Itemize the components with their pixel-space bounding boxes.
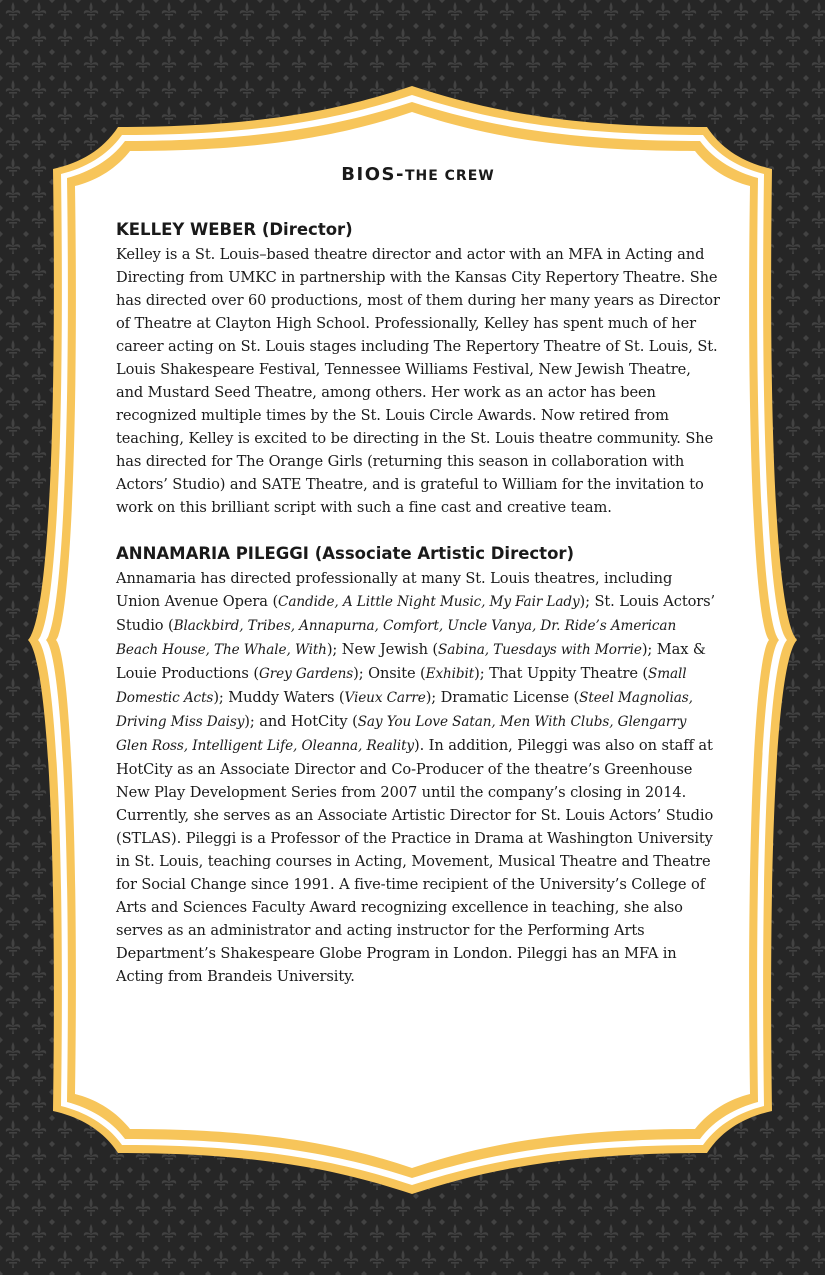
bio-text-segment: ); That Uppity Theatre ( <box>474 665 649 682</box>
bio-text-segment: ); and HotCity ( <box>244 713 358 730</box>
bio-text-title-list: Say You Love Satan, Men With Clubs, Glengarry Glen Ross, Intelligent Life, Oleanna, Reality <box>116 714 687 754</box>
page-title <box>116 164 720 185</box>
bio-text-title-list: Steel Magnolias, Driving Miss Daisy <box>116 690 693 730</box>
bio-text-title-list: Small Domestic Acts <box>116 666 687 706</box>
content-panel <box>116 164 720 1012</box>
bio-annamaria-pileggi <box>116 543 720 988</box>
bio-text-segment: ); St. Louis Actors’ Studio ( <box>116 593 716 634</box>
bio-text <box>116 567 720 988</box>
bio-text-segment: Annamaria has directed professionally at many St. Louis theatres, including Union Avenue Opera ( <box>116 570 673 610</box>
bio-text-title-list: Vieux Carre <box>344 690 426 706</box>
bio-text-segment: Kelley is a St. Louis–based theatre director and actor with an MFA in Acting and Directing from UMKC in partnership with the Kansas City Repertory Theatre. She has directed over 60 productions, most of them during her many years as Director of Theatre at Clayton High School. Professionally, Kelley has spent much of her career acting on St. Louis stages including The Repertory Theatre of St. Louis, St. Louis Shakespeare Festival, Tennessee Williams Festival, New Jewish Theatre, and Mustard Seed Theatre, among others. Her work as an actor has been recognized multiple times by the St. Louis Circle Awards. Now retired from teaching, Kelley is excited to be directing in the St. Louis theatre community. She has directed for The Orange Girls (returning this season in collaboration with Actors’ Studio) and SATE Theatre, and is grateful to William for the invitation to work on this brilliant script with such a fine cast and creative team. <box>116 246 720 516</box>
bio-text-segment: ); Max & Louie Productions ( <box>116 641 706 682</box>
bio-text-title-list: Candide, A Little Night Music, My Fair Lady <box>278 594 580 610</box>
bio-name: ANNAMARIA PILEGGI (Associate Artistic Director) <box>116 544 575 563</box>
bio-text-segment: ). In addition, Pileggi was also on staff at HotCity as an Associate Director and Co-Producer of the theatre’s Greenhouse New Play Development Series from 2007 until the company’s closing in 2014. Currently, she serves as an Associate Artistic Director for St. Louis Actors’ Studio (STLAS). Pileggi is a Professor of the Practice in Drama at Washington University in St. Louis, teaching courses in Acting, Movement, Musical Theatre and Theatre for Social Change since 1991. A five-time recipient of the University’s College of Arts and Sciences Faculty Award recognizing excellence in teaching, she also serves as an administrator and acting instructor for the Performing Arts Department’s Shakespeare Globe Program in London. Pileggi has an MFA in Acting from Brandeis University. <box>116 737 714 985</box>
bio-text-segment: ); Dramatic License ( <box>425 689 580 706</box>
page-title-sub: THE CREW <box>404 168 495 184</box>
bio-text-title-list: Exhibit <box>425 666 475 682</box>
bio-text-title-list: Blackbird, Tribes, Annapurna, Comfort, Uncle Vanya, Dr. Ride’s American Beach House, The Whale, With <box>116 618 677 658</box>
bio-text-segment: ); New Jewish ( <box>326 641 438 658</box>
bio-kelley-weber <box>116 219 720 519</box>
bio-text <box>116 243 720 519</box>
bio-text-title-list: Grey Gardens <box>258 666 354 682</box>
page-title-main: BIOS- <box>341 164 405 185</box>
bio-name: KELLEY WEBER (Director) <box>116 220 353 239</box>
bio-text-title-list: Sabina, Tuesdays with Morrie <box>438 642 642 658</box>
bio-text-segment: ); Onsite ( <box>353 665 426 682</box>
bio-text-segment: ); Muddy Waters ( <box>213 689 345 706</box>
